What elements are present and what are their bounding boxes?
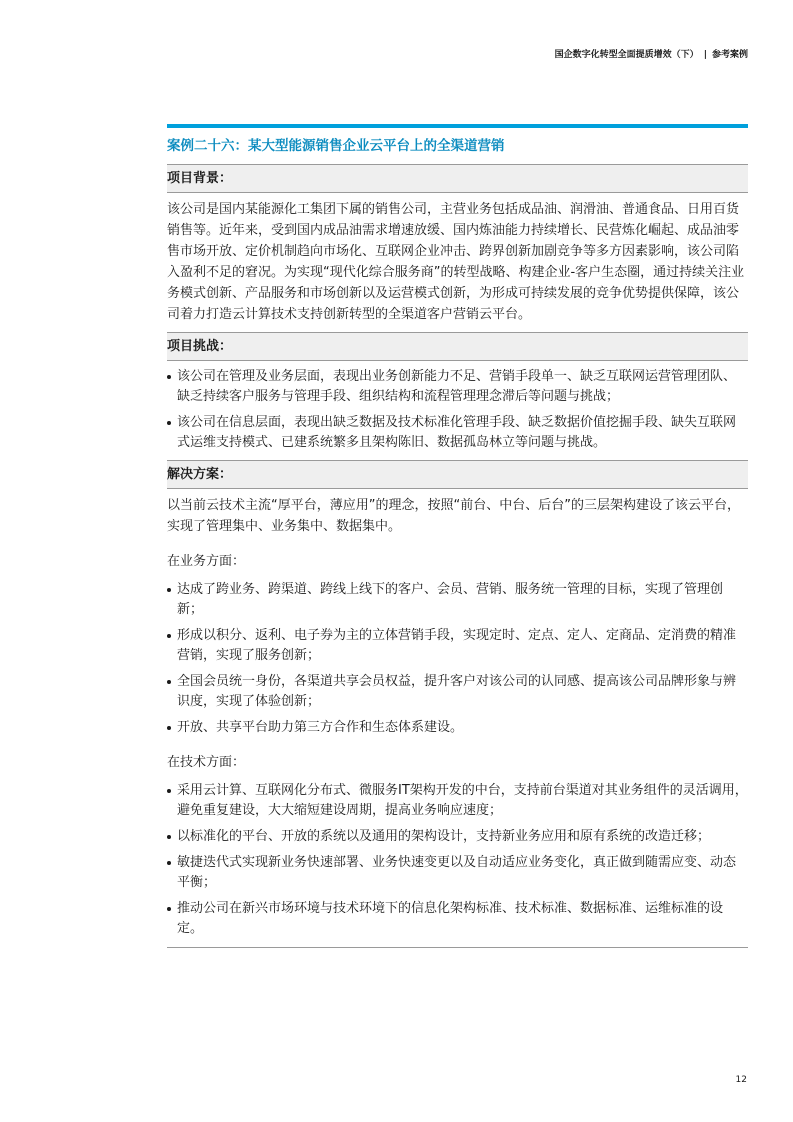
list-item: 推动公司在新兴市场环境与技术环境下的信息化架构标准、技术标准、数据标准、运维标准的设定。 (167, 899, 748, 939)
list-item: 开放、共享平台助力第三方合作和生态体系建设。 (167, 718, 748, 738)
divider (167, 947, 748, 948)
solution-heading: 解决方案： (167, 461, 748, 488)
business-list (167, 580, 748, 738)
tech-subheading: 在技术方面： (167, 755, 246, 770)
section-label: 参考案例 (711, 50, 748, 60)
list-item: 全国会员统一身份，各渠道共享会员权益，提升客户对该公司的认同感、提高该公司品牌形象与辨识度，实现了体验创新； (167, 672, 748, 712)
challenges-list (167, 367, 748, 453)
list-item: 达成了跨业务、跨渠道、跨线上线下的客户、会员、营销、服务统一管理的目标，实现了管理创新； (167, 580, 748, 620)
doc-title: 国企数字化转型全面提质增效（下） (554, 50, 699, 60)
header-separator: | (703, 50, 707, 60)
list-item: 该公司在信息层面，表现出缺乏数据及技术标准化管理手段、缺乏数据价值挖掘手段、缺失互联网式运维支持模式、已建系统繁多且架构陈旧、数据孤岛林立等问题与挑战。 (167, 413, 748, 453)
case-title: 案例二十六：某大型能源销售企业云平台上的全渠道营销 (167, 138, 505, 154)
background-heading: 项目背景： (167, 165, 748, 192)
running-header (555, 47, 748, 60)
list-item: 敏捷迭代式实现新业务快速部署、业务快速变更以及自动适应业务变化，真正做到随需应变、动态平衡； (167, 853, 748, 893)
background-text: 该公司是国内某能源化工集团下属的销售公司，主营业务包括成品油、润滑油、普通食品、日用百货销售等。近年来，受到国内成品油需求增速放缓、国内炼油能力持续增长、民营炼化崛起、成品油零售市场开放、定价机制趋向市场化、互联网企业冲击、跨界创新加剧竞争等多方因素影响，该公司陷入盈利不足的窘况。为实现“现代化综合服务商”的转型战略、构建企业-客户生态圈，通过持续关注业务模式创新、产品服务和市场创新以及运营模式创新，为形成可持续发展的竞争优势提供保障，该公司着力打造云计算技术支持创新转型的全渠道客户营销云平台。 (167, 202, 745, 322)
tech-list (167, 781, 748, 939)
list-item: 以标准化的平台、开放的系统以及通用的架构设计，支持新业务应用和原有系统的改造迁移； (167, 827, 748, 847)
case-study (167, 124, 748, 948)
list-item: 采用云计算、互联网化分布式、微服务IT架构开发的中台，支持前台渠道对其业务组件的灵活调用，避免重复建设，大大缩短建设周期，提高业务响应速度； (167, 781, 748, 821)
page-number: 12 (735, 1075, 747, 1085)
list-item: 该公司在管理及业务层面，表现出业务创新能力不足、营销手段单一、缺乏互联网运营管理团队、缺乏持续客户服务与管理手段、组织结构和流程管理理念滞后等问题与挑战； (167, 367, 748, 407)
challenges-heading: 项目挑战： (167, 333, 748, 360)
business-subheading: 在业务方面： (167, 554, 246, 569)
list-item: 形成以积分、返利、电子券为主的立体营销手段，实现定时、定点、定人、定商品、定消费的精准营销，实现了服务创新； (167, 626, 748, 666)
solution-intro: 以当前云技术主流“厚平台，薄应用”的理念，按照“前台、中台、后台”的三层架构建设了该云平台，实现了管理集中、业务集中、数据集中。 (167, 498, 740, 534)
